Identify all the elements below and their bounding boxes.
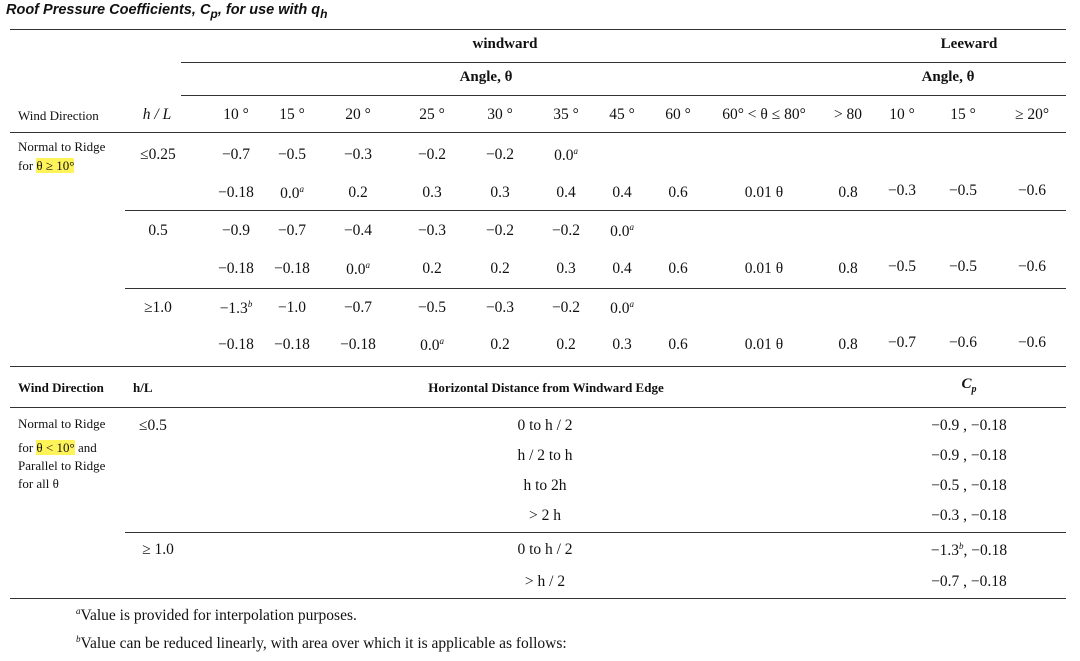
cp-leeward-value: −0.6 bbox=[1017, 258, 1047, 275]
cp-value: 0.3 bbox=[422, 184, 442, 201]
cp-value: −0.2 bbox=[551, 299, 581, 316]
cp-leeward-value: −0.7 bbox=[887, 334, 917, 351]
angle-header-leeward: Angle, θ bbox=[921, 69, 975, 85]
distance-value: > 2 h bbox=[529, 507, 561, 524]
footnote-a: $^a$Value is provided for interpolation purposes. bbox=[76, 606, 357, 625]
cp-pair-value: −0.5 , −0.18 bbox=[931, 477, 1007, 494]
cp-value: −0.7 bbox=[221, 146, 251, 163]
hl-value-2: ≥1.0 bbox=[144, 299, 172, 316]
cp-value: 0.8 bbox=[838, 184, 858, 201]
dir-theta-condition: for θ ≥ 10° bbox=[18, 158, 75, 173]
rule-group2 bbox=[125, 288, 1066, 289]
cp-value: −0.18 bbox=[274, 260, 310, 277]
cp-value: 0.0$^a$ bbox=[280, 184, 304, 203]
cp-value: 0.01 θ bbox=[744, 260, 784, 277]
cp-value: −0.18 bbox=[218, 260, 254, 277]
cp-value: −0.2 bbox=[485, 222, 515, 239]
angle-windward-7: 60 ° bbox=[665, 106, 691, 123]
cp-value: 0.0$^a$ bbox=[610, 222, 634, 241]
cp-value: −0.2 bbox=[551, 222, 581, 239]
rule-top bbox=[10, 29, 1066, 30]
cp-value: −0.18 bbox=[218, 184, 254, 201]
distance-value: h to 2h bbox=[523, 477, 567, 494]
distance-value: 0 to h / 2 bbox=[517, 541, 573, 558]
cp-value: 0.3 bbox=[556, 260, 576, 277]
rule-section2-header bbox=[10, 407, 1066, 408]
s2-distance-header: Horizontal Distance from Windward Edge bbox=[428, 380, 664, 395]
angle-windward-0: 10 ° bbox=[223, 106, 249, 123]
angle-windward-4: 30 ° bbox=[487, 106, 513, 123]
cp-leeward-value: −0.5 bbox=[887, 258, 917, 275]
distance-value: h / 2 to h bbox=[517, 447, 573, 464]
s2-dir-normal: Normal to Ridge bbox=[18, 416, 106, 431]
cp-value: 0.3 bbox=[490, 184, 510, 201]
cp-value: −1.0 bbox=[277, 299, 307, 316]
distance-value: 0 to h / 2 bbox=[517, 417, 573, 434]
cp-pair-value: −1.3$^b$, −0.18 bbox=[930, 541, 1008, 560]
cp-leeward-value: −0.6 bbox=[1017, 334, 1047, 351]
cp-leeward-value: −0.6 bbox=[948, 334, 978, 351]
cp-value: 0.0$^a$ bbox=[610, 299, 634, 318]
cp-value: 0.2 bbox=[556, 336, 576, 353]
angle-windward-8: 60° < θ ≤ 80° bbox=[722, 106, 806, 123]
cp-value: −0.3 bbox=[417, 222, 447, 239]
hl-value-1: 0.5 bbox=[148, 222, 168, 239]
cp-value: −0.5 bbox=[417, 299, 447, 316]
cp-leeward-value: −0.6 bbox=[1017, 182, 1047, 199]
table-title: Roof Pressure Coefficients, $C_p$, for use with $q_h$ bbox=[6, 2, 328, 21]
cp-value: 0.0$^a$ bbox=[420, 336, 444, 355]
s2-hl-group1: ≤0.5 bbox=[139, 417, 167, 434]
angle-windward-3: 25 ° bbox=[419, 106, 445, 123]
rule-bottom bbox=[10, 598, 1066, 599]
cp-value: −0.18 bbox=[274, 336, 310, 353]
cp-leeward-value: −0.5 bbox=[948, 258, 978, 275]
s2-cp-header: $C_p$ bbox=[961, 376, 977, 395]
cp-value: 0.0$^a$ bbox=[346, 260, 370, 279]
wind-direction-header: Wind Direction bbox=[18, 108, 99, 123]
hl-value-0: ≤0.25 bbox=[140, 146, 176, 163]
angle-leeward-0: 10 ° bbox=[889, 106, 915, 123]
cp-value: −0.2 bbox=[417, 146, 447, 163]
hl-header: h / L bbox=[142, 106, 172, 123]
s2-hl-group2: ≥ 1.0 bbox=[142, 541, 174, 558]
leeward-header: Leeward bbox=[940, 36, 998, 52]
cp-value: 0.4 bbox=[556, 184, 576, 201]
cp-value: 0.8 bbox=[838, 260, 858, 277]
angle-header-windward: Angle, θ bbox=[459, 69, 513, 85]
cp-value: −0.18 bbox=[340, 336, 376, 353]
cp-value: −0.3 bbox=[343, 146, 373, 163]
cp-value: 0.3 bbox=[612, 336, 632, 353]
cp-value: 0.01 θ bbox=[744, 184, 784, 201]
theta-lt-10-highlight: θ < 10° bbox=[36, 440, 75, 455]
cp-value: −0.3 bbox=[485, 299, 515, 316]
cp-value: 0.2 bbox=[348, 184, 368, 201]
cp-value: −0.18 bbox=[218, 336, 254, 353]
angle-windward-1: 15 ° bbox=[279, 106, 305, 123]
cp-value: 0.2 bbox=[490, 336, 510, 353]
cp-value: 0.6 bbox=[668, 336, 688, 353]
cp-value: −0.5 bbox=[277, 146, 307, 163]
cp-value: 0.01 θ bbox=[744, 336, 784, 353]
cp-pair-value: −0.9 , −0.18 bbox=[931, 447, 1007, 464]
distance-value: > h / 2 bbox=[524, 573, 566, 590]
s2-dir-theta: for θ < 10° and bbox=[18, 440, 97, 455]
rule-section1-bottom bbox=[10, 366, 1066, 367]
cp-value: 0.6 bbox=[668, 184, 688, 201]
s2-dir-all: for all θ bbox=[18, 476, 59, 491]
cp-value: 0.2 bbox=[490, 260, 510, 277]
rule-section2-group bbox=[125, 532, 1066, 533]
windward-header: windward bbox=[472, 36, 538, 52]
cp-pair-value: −0.3 , −0.18 bbox=[931, 507, 1007, 524]
angle-leeward-2: ≥ 20° bbox=[1014, 106, 1050, 123]
cp-leeward-value: −0.3 bbox=[887, 182, 917, 199]
cp-value: 0.4 bbox=[612, 184, 632, 201]
rule-subheader bbox=[181, 95, 1066, 96]
rule-angle bbox=[181, 62, 1066, 63]
cp-value: −0.9 bbox=[221, 222, 251, 239]
s2-wind-direction-header: Wind Direction bbox=[18, 380, 104, 395]
angle-windward-5: 35 ° bbox=[553, 106, 579, 123]
theta-ge-10-highlight: θ ≥ 10° bbox=[36, 158, 75, 173]
cp-value: −1.3$^b$ bbox=[219, 299, 253, 318]
dir-normal-ridge: Normal to Ridge bbox=[18, 139, 106, 154]
cp-value: 0.2 bbox=[422, 260, 442, 277]
cp-pair-value: −0.9 , −0.18 bbox=[931, 417, 1007, 434]
cp-value: −0.4 bbox=[343, 222, 373, 239]
footnote-b: $^b$Value can be reduced linearly, with area over which it is applicable as follows: bbox=[76, 634, 567, 653]
s2-hl-header: h/L bbox=[133, 380, 153, 395]
cp-pair-value: −0.7 , −0.18 bbox=[931, 573, 1007, 590]
rule-group1 bbox=[125, 210, 1066, 211]
cp-value: 0.8 bbox=[838, 336, 858, 353]
angle-windward-9: > 80 bbox=[833, 106, 863, 123]
cp-value: 0.0$^a$ bbox=[554, 146, 578, 165]
cp-leeward-value: −0.5 bbox=[948, 182, 978, 199]
angle-windward-6: 45 ° bbox=[609, 106, 635, 123]
cp-value: −0.2 bbox=[485, 146, 515, 163]
cp-value: −0.7 bbox=[343, 299, 373, 316]
angle-windward-2: 20 ° bbox=[345, 106, 371, 123]
rule-header-bottom bbox=[10, 132, 1066, 133]
s2-dir-parallel: Parallel to Ridge bbox=[18, 458, 106, 473]
cp-value: 0.4 bbox=[612, 260, 632, 277]
cp-value: 0.6 bbox=[668, 260, 688, 277]
cp-value: −0.7 bbox=[277, 222, 307, 239]
angle-leeward-1: 15 ° bbox=[950, 106, 976, 123]
